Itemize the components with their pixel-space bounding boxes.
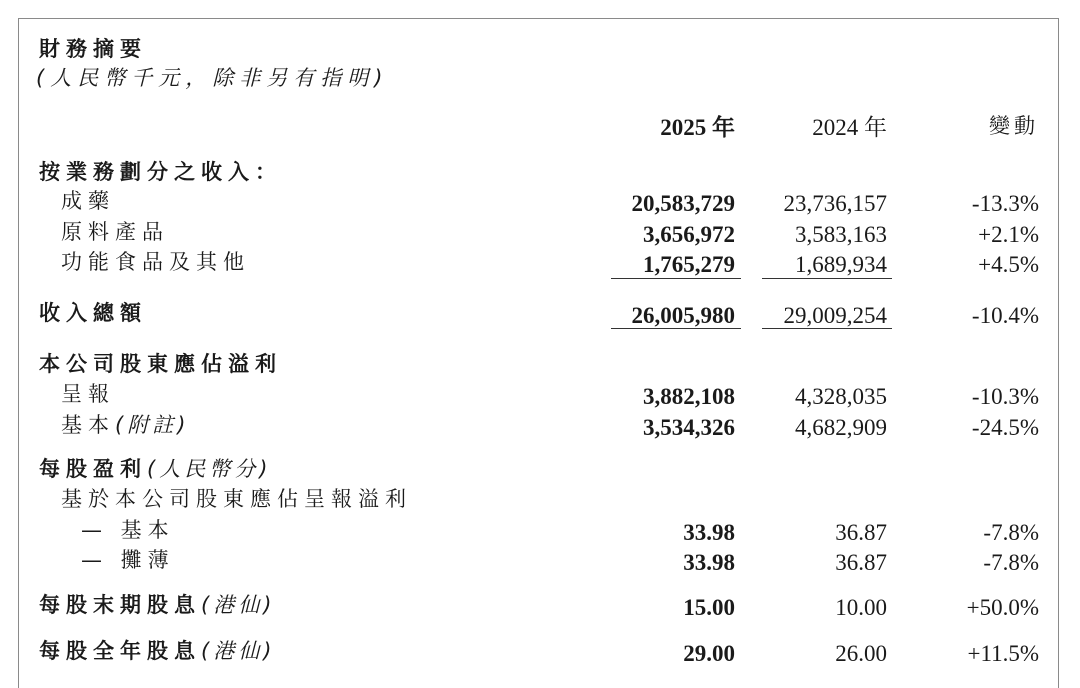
value-2025: 3,534,326 (643, 415, 735, 440)
row-label: 原料產品 (61, 220, 169, 244)
annual-dividend-2024: 26.00 (835, 641, 887, 666)
value-2024: 1,689,934 (795, 252, 887, 277)
final-dividend-change: +50.0% (966, 595, 1039, 620)
value-2024: 36.87 (835, 520, 887, 545)
annual-dividend-note: (港仙) (201, 639, 276, 663)
value-2024: 4,328,035 (795, 384, 887, 409)
final-dividend-2025: 15.00 (683, 595, 735, 620)
annual-dividend-label: 每股全年股息(港仙) (39, 639, 276, 663)
value-change: -13.3% (971, 191, 1039, 216)
row-label: 功能食品及其他 (61, 250, 250, 274)
page-title: 財務摘要 (39, 37, 147, 61)
value-2025: 20,583,729 (631, 191, 735, 216)
value-2025: 3,656,972 (643, 222, 735, 247)
final-dividend-2024: 10.00 (835, 595, 887, 620)
eps-label: 每股盈利(人民幣分) (39, 457, 272, 481)
subtotal-rule-2024 (762, 278, 892, 279)
final-dividend-label: 每股末期股息(港仙) (39, 593, 276, 617)
eps-sub-label: 基於本公司股東應佔呈報溢利 (61, 487, 412, 511)
total-rule-2024 (762, 328, 892, 329)
value-change: +2.1% (978, 222, 1039, 247)
value-2024: 23,736,157 (783, 191, 887, 216)
value-2025: 33.98 (683, 520, 735, 545)
row-label: — 基本 (81, 518, 175, 542)
annual-dividend-2025: 29.00 (683, 641, 735, 666)
row-label: 成藥 (61, 189, 115, 213)
profit-label: 本公司股東應佔溢利 (39, 352, 282, 376)
value-change: -7.8% (983, 520, 1039, 545)
value-2024: 4,682,909 (795, 415, 887, 440)
total-revenue-label: 收入總額 (39, 301, 147, 325)
value-change: -7.8% (983, 550, 1039, 575)
header-change: 變動 (989, 114, 1039, 138)
value-change: +4.5% (978, 252, 1039, 277)
value-change: -10.3% (971, 384, 1039, 409)
total-rule-2025 (611, 328, 741, 329)
total-revenue-2025: 26,005,980 (631, 303, 735, 328)
segment-revenue-label: 按業務劃分之收入： (39, 160, 282, 184)
value-change: -24.5% (971, 415, 1039, 440)
total-revenue-change: -10.4% (971, 303, 1039, 328)
value-2024: 3,583,163 (795, 222, 887, 247)
annual-dividend-change: +11.5% (967, 641, 1039, 666)
total-revenue-2024: 29,009,254 (783, 303, 887, 328)
final-dividend-note: (港仙) (201, 593, 276, 617)
value-2025: 3,882,108 (643, 384, 735, 409)
unit-note: (人民幣千元，除非另有指明) (36, 66, 389, 90)
financial-summary-document (18, 18, 1059, 688)
row-label-note: (附註) (115, 413, 190, 437)
value-2025: 33.98 (683, 550, 735, 575)
value-2024: 36.87 (835, 550, 887, 575)
header-2025: 2025 年 (660, 115, 735, 140)
subtotal-rule-2025 (611, 278, 741, 279)
header-2024: 2024 年 (812, 115, 887, 140)
value-2025: 1,765,279 (643, 252, 735, 277)
row-label: 呈報 (61, 382, 115, 406)
eps-label-note: (人民幣分) (147, 457, 272, 481)
row-label: — 攤薄 (81, 548, 175, 572)
row-label: 基本(附註) (61, 413, 190, 437)
